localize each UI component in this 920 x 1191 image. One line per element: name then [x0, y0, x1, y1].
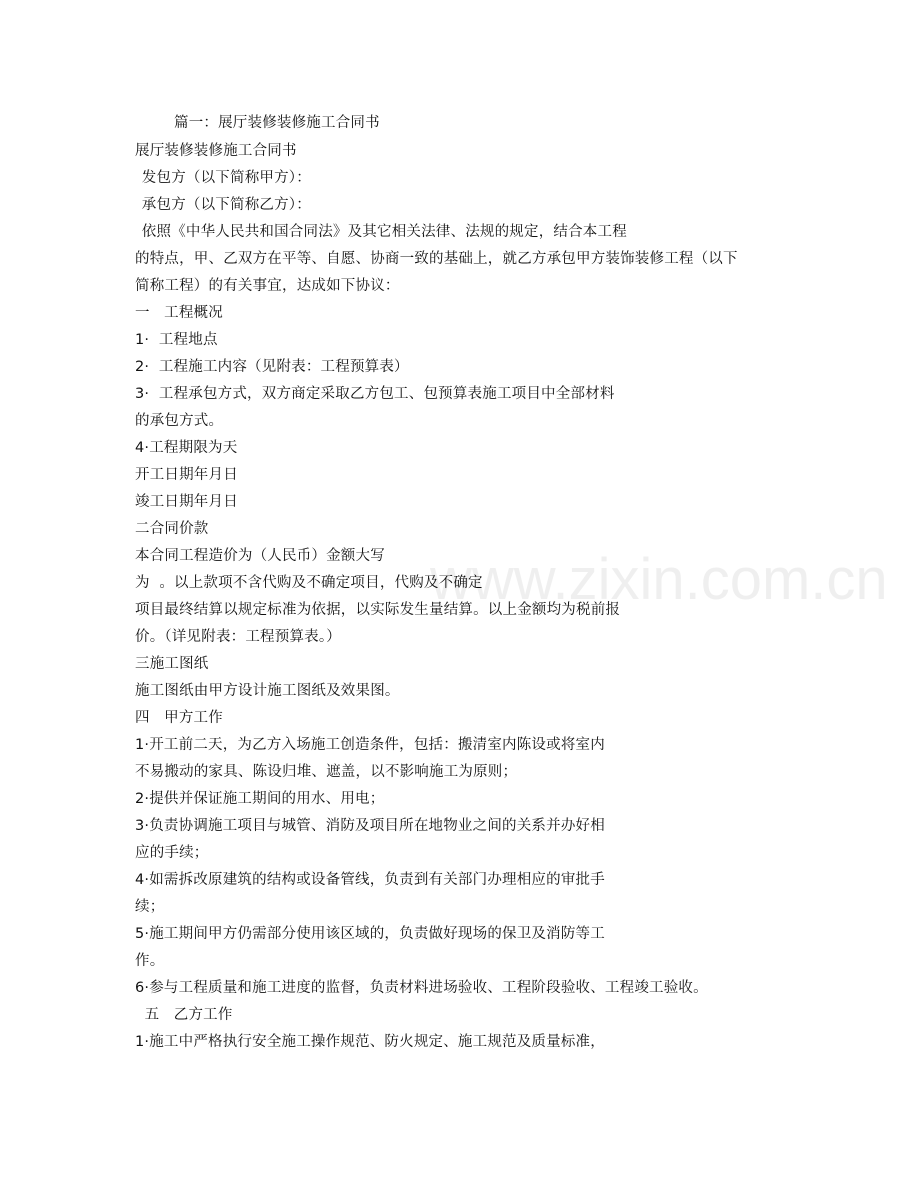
text-line: 作。 [135, 953, 165, 969]
section-heading: 二合同价款 [135, 521, 209, 537]
text-line: 为 。以上款项不含代购及不确定项目，代购及不确定 [135, 575, 483, 591]
text-line: 续； [135, 899, 165, 915]
text-line: 简称工程）的有关事宜，达成如下协议： [135, 278, 400, 294]
list-item: 1·施工中严格执行安全施工操作规范、防火规定、施工规范及质量标准， [135, 1034, 605, 1050]
list-item: 5·施工期间甲方仍需部分使用该区域的，负责做好现场的保卫及消防等工 [135, 926, 605, 942]
text-line: 项目最终结算以规定标准为依据，以实际发生量结算。以上金额均为税前报 [135, 602, 621, 618]
list-item: 2·提供并保证施工期间的用水、用电； [135, 791, 385, 807]
list-item: 1·开工前二天，为乙方入场施工创造条件，包括：搬清室内陈设或将室内 [135, 737, 605, 753]
text-line: 承包方（以下简称乙方）： [137, 197, 311, 213]
text-line: 依照《中华人民共和国合同法》及其它相关法律、法规的规定，结合本工程 [137, 224, 627, 240]
section-heading: 三施工图纸 [135, 656, 209, 672]
text-line: 发包方（以下简称甲方）： [137, 170, 311, 186]
text-line: 价。（详见附表：工程预算表。） [135, 629, 341, 645]
text-line: 的承包方式。 [135, 413, 224, 429]
list-item: 3· 工程承包方式，双方商定采取乙方包工、包预算表施工项目中全部材料 [135, 386, 615, 402]
section-heading: 篇一：展厅装修装修施工合同书 [174, 115, 380, 131]
text-line: 开工日期年月日 [135, 467, 238, 483]
text-line: 施工图纸由甲方设计施工图纸及效果图。 [135, 683, 400, 699]
document-title: 展厅装修装修施工合同书 [135, 143, 297, 159]
text-line: 应的手续； [135, 845, 209, 861]
text-line: 本合同工程造价为（人民币）金额大写 [135, 548, 385, 564]
text-line: 竣工日期年月日 [135, 494, 238, 510]
section-heading: 一 工程概况 [135, 305, 223, 321]
list-item: 3·负责协调施工项目与城管、消防及项目所在地物业之间的关系并办好相 [135, 818, 605, 834]
text-line: 的特点，甲、乙双方在平等、自愿、协商一致的基础上，就乙方承包甲方装饰装修工程（以下 [135, 251, 738, 267]
section-heading: 四 甲方工作 [135, 710, 223, 726]
text-line: 不易搬动的家具、陈设归堆、遮盖，以不影响施工为原则； [135, 764, 518, 780]
list-item: 1· 工程地点 [135, 332, 218, 348]
list-item: 4·工程期限为天 [135, 440, 238, 456]
list-item: 6·参与工程质量和施工进度的监督，负责材料进场验收、工程阶段验收、工程竣工验收。 [135, 980, 708, 996]
section-heading: 五 乙方工作 [135, 1007, 233, 1023]
list-item: 4·如需拆改原建筑的结构或设备管线，负责到有关部门办理相应的审批手 [135, 872, 605, 888]
watermark: www.zixin.com.cn [430, 547, 888, 612]
list-item: 2· 工程施工内容（见附表：工程预算表） [135, 359, 409, 375]
